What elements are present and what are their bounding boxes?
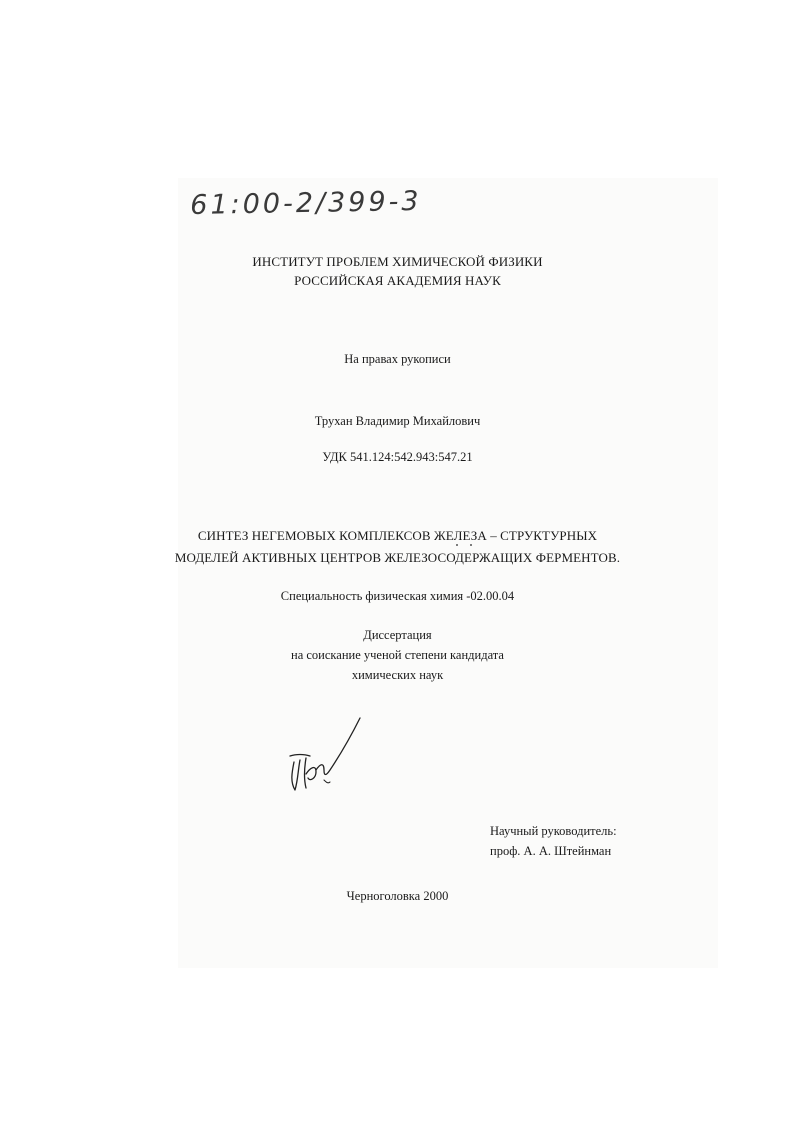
scan-speck <box>470 544 472 546</box>
author-name: Трухан Владимир Михайлович <box>314 414 481 428</box>
institution-name: ИНСТИТУТ ПРОБЛЕМ ХИМИЧЕСКОЙ ФИЗИКИ <box>252 254 543 269</box>
dissertation-title-line1: СИНТЕЗ НЕГЕМОВЫХ КОМПЛЕКСОВ ЖЕЛЕЗА – СТРУКТУРНЫХ <box>197 528 598 543</box>
specialty: Специальность физическая химия -02.00.04 <box>280 589 515 603</box>
author-signature <box>286 714 366 796</box>
place-year: Черноголовка 2000 <box>346 889 449 903</box>
science-field: химических наук <box>351 668 444 682</box>
supervisor-name: проф. А. А. Штейнман <box>490 844 612 858</box>
dissertation-label: Диссертация <box>363 628 432 642</box>
udc-code: УДК 541.124:542.943:547.21 <box>322 450 473 464</box>
degree-line: на соискание ученой степени кандидата <box>291 648 504 662</box>
manuscript-note: На правах рукописи <box>344 352 451 366</box>
archive-code: 61:00-2/399-3 <box>190 185 422 221</box>
scan-background <box>178 178 718 968</box>
scan-speck <box>456 544 458 546</box>
academy-name: РОССИЙСКАЯ АКАДЕМИЯ НАУК <box>294 273 501 288</box>
supervisor-label: Научный руководитель: <box>490 824 617 838</box>
dissertation-title-line2: МОДЕЛЕЙ АКТИВНЫХ ЦЕНТРОВ ЖЕЛЕЗОСОДЕРЖАЩИХ ФЕРМЕНТОВ. <box>174 550 621 565</box>
